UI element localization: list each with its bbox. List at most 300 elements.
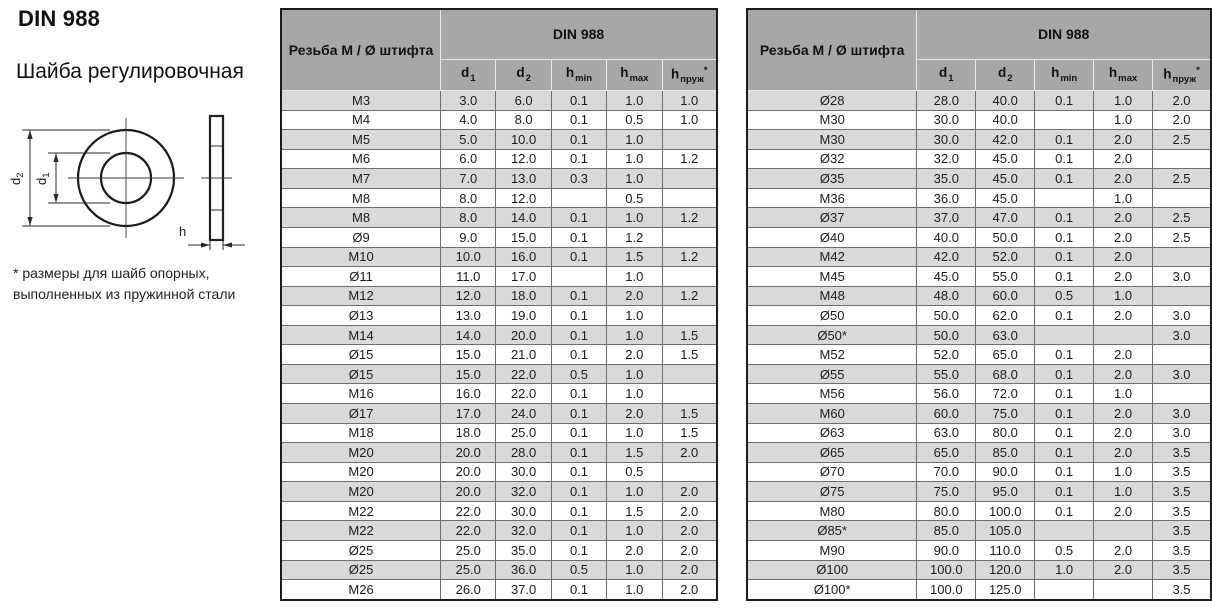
- value-cell: 0.1: [1035, 482, 1094, 502]
- value-cell: 72.0: [976, 384, 1035, 404]
- value-cell: [662, 130, 717, 150]
- size-cell: M8: [281, 208, 441, 228]
- value-cell: 56.0: [917, 384, 976, 404]
- value-cell: 3.5: [1153, 560, 1211, 580]
- value-cell: 30.0: [917, 110, 976, 130]
- value-cell: 2.0: [662, 580, 717, 600]
- size-cell: M90: [747, 540, 917, 560]
- size-cell: M8: [281, 188, 441, 208]
- value-cell: 5.0: [441, 130, 496, 150]
- value-cell: 36.0: [917, 188, 976, 208]
- table-row: [747, 325, 1211, 345]
- value-cell: 35.0: [917, 169, 976, 189]
- table-row: [747, 227, 1211, 247]
- value-cell: 85.0: [917, 521, 976, 541]
- value-cell: 0.1: [1035, 501, 1094, 521]
- value-cell: 32.0: [917, 149, 976, 169]
- table-row: [281, 188, 717, 208]
- value-cell: 0.1: [551, 423, 606, 443]
- table-row: [747, 188, 1211, 208]
- size-cell: Ø100*: [747, 580, 917, 600]
- value-cell: 0.1: [1035, 91, 1094, 111]
- value-cell: 2.0: [1094, 364, 1153, 384]
- value-cell: 0.5: [1035, 286, 1094, 306]
- value-cell: 40.0: [976, 110, 1035, 130]
- value-cell: 25.0: [441, 560, 496, 580]
- value-cell: 3.5: [1153, 540, 1211, 560]
- value-cell: 9.0: [441, 227, 496, 247]
- table-row: [747, 208, 1211, 228]
- value-cell: 2.0: [1094, 501, 1153, 521]
- value-cell: 42.0: [917, 247, 976, 267]
- table-row: [281, 560, 717, 580]
- value-cell: 65.0: [917, 443, 976, 463]
- value-cell: 22.0: [441, 521, 496, 541]
- value-cell: 0.1: [551, 404, 606, 424]
- value-cell: 13.0: [441, 306, 496, 326]
- value-cell: 1.0: [607, 423, 662, 443]
- value-cell: 70.0: [917, 462, 976, 482]
- value-cell: 2.0: [607, 540, 662, 560]
- sub-header-h-min: $h_{min}$: [1035, 59, 1094, 90]
- table-row: [281, 540, 717, 560]
- size-cell: Ø100: [747, 560, 917, 580]
- value-cell: 30.0: [917, 130, 976, 150]
- value-cell: 1.5: [607, 501, 662, 521]
- value-cell: 55.0: [917, 364, 976, 384]
- value-cell: 0.1: [551, 130, 606, 150]
- value-cell: 3.0: [1153, 325, 1211, 345]
- value-cell: 2.0: [1094, 130, 1153, 150]
- size-cell: M20: [281, 462, 441, 482]
- size-cell: M30: [747, 110, 917, 130]
- table-row: [281, 247, 717, 267]
- value-cell: 0.1: [1035, 443, 1094, 463]
- value-cell: 18.0: [496, 286, 551, 306]
- value-cell: 2.5: [1153, 208, 1211, 228]
- value-cell: 37.0: [496, 580, 551, 600]
- table-row: [281, 91, 717, 111]
- value-cell: 2.0: [1094, 540, 1153, 560]
- value-cell: 8.0: [496, 110, 551, 130]
- value-cell: 1.0: [607, 482, 662, 502]
- value-cell: 8.0: [441, 188, 496, 208]
- value-cell: 3.0: [1153, 306, 1211, 326]
- value-cell: [662, 267, 717, 287]
- value-cell: 80.0: [917, 501, 976, 521]
- value-cell: 1.2: [662, 286, 717, 306]
- value-cell: 3.5: [1153, 580, 1211, 600]
- value-cell: 1.0: [1094, 286, 1153, 306]
- value-cell: 1.5: [662, 325, 717, 345]
- value-cell: 0.1: [1035, 404, 1094, 424]
- value-cell: 1.5: [662, 345, 717, 365]
- value-cell: 2.0: [662, 482, 717, 502]
- value-cell: 105.0: [976, 521, 1035, 541]
- value-cell: 16.0: [496, 247, 551, 267]
- value-cell: 22.0: [496, 384, 551, 404]
- value-cell: 0.5: [551, 560, 606, 580]
- info-panel: [0, 0, 278, 609]
- size-cell: Ø50*: [747, 325, 917, 345]
- value-cell: 40.0: [917, 227, 976, 247]
- value-cell: [662, 227, 717, 247]
- value-cell: 65.0: [976, 345, 1035, 365]
- sub-header-d1: $d_1$: [441, 59, 496, 90]
- value-cell: 100.0: [917, 580, 976, 600]
- dimension-h: [179, 224, 245, 250]
- value-cell: 10.0: [441, 247, 496, 267]
- value-cell: 20.0: [441, 482, 496, 502]
- size-cell: M36: [747, 188, 917, 208]
- table-row: [281, 325, 717, 345]
- value-cell: 26.0: [441, 580, 496, 600]
- size-cell: Ø9: [281, 227, 441, 247]
- size-cell: Ø50: [747, 306, 917, 326]
- table-row: [747, 130, 1211, 150]
- value-cell: 50.0: [917, 325, 976, 345]
- size-cell: Ø40: [747, 227, 917, 247]
- value-cell: 2.0: [1094, 149, 1153, 169]
- table-row: [747, 560, 1211, 580]
- value-cell: 19.0: [496, 306, 551, 326]
- table-row: [747, 443, 1211, 463]
- value-cell: 90.0: [917, 540, 976, 560]
- value-cell: 1.0: [1094, 482, 1153, 502]
- value-cell: 3.5: [1153, 462, 1211, 482]
- size-cell: M18: [281, 423, 441, 443]
- value-cell: 22.0: [496, 364, 551, 384]
- value-cell: 25.0: [496, 423, 551, 443]
- value-cell: 85.0: [976, 443, 1035, 463]
- value-cell: [1153, 286, 1211, 306]
- value-cell: 2.0: [1094, 404, 1153, 424]
- value-cell: [551, 188, 606, 208]
- size-cell: Ø65: [747, 443, 917, 463]
- value-cell: [1153, 345, 1211, 365]
- value-cell: 3.0: [1153, 423, 1211, 443]
- value-cell: 3.5: [1153, 482, 1211, 502]
- value-cell: 45.0: [976, 149, 1035, 169]
- spring-steel-footnote: [13, 263, 271, 305]
- value-cell: 18.0: [441, 423, 496, 443]
- sub-header-h-spring: $h_{пруж}^*$: [1153, 59, 1211, 90]
- value-cell: 11.0: [441, 267, 496, 287]
- column-header-thread-size: Резьба М / Ø штифта: [281, 9, 441, 91]
- sub-header-h-max: $h_{max}$: [607, 59, 662, 90]
- value-cell: 1.0: [607, 130, 662, 150]
- value-cell: 30.0: [496, 501, 551, 521]
- value-cell: 2.0: [662, 521, 717, 541]
- value-cell: 0.1: [551, 91, 606, 111]
- value-cell: 6.0: [496, 91, 551, 111]
- value-cell: 0.1: [551, 540, 606, 560]
- value-cell: 6.0: [441, 149, 496, 169]
- value-cell: 1.0: [607, 384, 662, 404]
- washer-front-view: [68, 118, 187, 239]
- size-cell: Ø28: [747, 91, 917, 111]
- value-cell: 2.0: [1094, 169, 1153, 189]
- size-cell: Ø13: [281, 306, 441, 326]
- sub-header-h-min: $h_{min}$: [551, 59, 606, 90]
- value-cell: [662, 169, 717, 189]
- table-row: [281, 169, 717, 189]
- size-cell: Ø37: [747, 208, 917, 228]
- value-cell: 14.0: [441, 325, 496, 345]
- table-row: [747, 345, 1211, 365]
- value-cell: [1035, 188, 1094, 208]
- size-cell: M26: [281, 580, 441, 600]
- value-cell: 0.5: [607, 188, 662, 208]
- label-d1: $d_1$: [34, 172, 52, 185]
- value-cell: 1.2: [662, 247, 717, 267]
- value-cell: 1.0: [607, 560, 662, 580]
- value-cell: 3.0: [1153, 364, 1211, 384]
- table-row: [281, 227, 717, 247]
- value-cell: 28.0: [496, 443, 551, 463]
- table-row: [281, 208, 717, 228]
- value-cell: 15.0: [496, 227, 551, 247]
- value-cell: [1035, 325, 1094, 345]
- value-cell: 12.0: [496, 188, 551, 208]
- size-cell: Ø17: [281, 404, 441, 424]
- value-cell: 45.0: [976, 188, 1035, 208]
- value-cell: 21.0: [496, 345, 551, 365]
- value-cell: 12.0: [496, 149, 551, 169]
- table-row: [281, 462, 717, 482]
- value-cell: 48.0: [917, 286, 976, 306]
- size-cell: Ø85*: [747, 521, 917, 541]
- size-cell: M20: [281, 482, 441, 502]
- value-cell: 35.0: [496, 540, 551, 560]
- value-cell: 14.0: [496, 208, 551, 228]
- sub-header-h-max: $h_{max}$: [1094, 59, 1153, 90]
- value-cell: 0.1: [1035, 227, 1094, 247]
- value-cell: 95.0: [976, 482, 1035, 502]
- value-cell: 25.0: [441, 540, 496, 560]
- size-cell: M42: [747, 247, 917, 267]
- value-cell: 63.0: [917, 423, 976, 443]
- value-cell: 0.1: [1035, 462, 1094, 482]
- value-cell: 2.5: [1153, 169, 1211, 189]
- value-cell: 20.0: [441, 443, 496, 463]
- value-cell: 2.0: [1094, 345, 1153, 365]
- table-row: [747, 364, 1211, 384]
- value-cell: 52.0: [917, 345, 976, 365]
- value-cell: [1153, 384, 1211, 404]
- value-cell: 80.0: [976, 423, 1035, 443]
- value-cell: 2.0: [607, 404, 662, 424]
- washer-side-view: [201, 116, 232, 240]
- value-cell: [1094, 521, 1153, 541]
- value-cell: 2.0: [662, 443, 717, 463]
- value-cell: 100.0: [917, 560, 976, 580]
- washer-technical-drawing: [6, 103, 258, 255]
- label-d2: $d_2$: [8, 172, 26, 185]
- size-cell: M14: [281, 325, 441, 345]
- value-cell: 47.0: [976, 208, 1035, 228]
- size-cell: M30: [747, 130, 917, 150]
- value-cell: 42.0: [976, 130, 1035, 150]
- value-cell: 2.0: [1094, 267, 1153, 287]
- value-cell: [662, 462, 717, 482]
- size-cell: M16: [281, 384, 441, 404]
- table-row: [747, 482, 1211, 502]
- value-cell: 0.1: [551, 110, 606, 130]
- table-row: [281, 364, 717, 384]
- table-row: [281, 501, 717, 521]
- value-cell: 1.2: [607, 227, 662, 247]
- value-cell: 3.0: [1153, 404, 1211, 424]
- value-cell: 75.0: [976, 404, 1035, 424]
- value-cell: 2.5: [1153, 227, 1211, 247]
- value-cell: 2.0: [662, 540, 717, 560]
- size-cell: M5: [281, 130, 441, 150]
- value-cell: 0.1: [1035, 149, 1094, 169]
- size-cell: M7: [281, 169, 441, 189]
- value-cell: 2.0: [1094, 306, 1153, 326]
- value-cell: 15.0: [441, 345, 496, 365]
- value-cell: 100.0: [976, 501, 1035, 521]
- value-cell: 2.0: [1094, 247, 1153, 267]
- size-cell: M22: [281, 521, 441, 541]
- table-row: [281, 482, 717, 502]
- value-cell: 1.0: [662, 110, 717, 130]
- value-cell: 3.5: [1153, 501, 1211, 521]
- value-cell: 1.0: [662, 91, 717, 111]
- value-cell: 20.0: [441, 462, 496, 482]
- table-row: [281, 345, 717, 365]
- size-cell: Ø15: [281, 364, 441, 384]
- value-cell: 2.0: [1094, 423, 1153, 443]
- din988-table-large-sizes: [746, 8, 1212, 601]
- value-cell: 1.0: [607, 521, 662, 541]
- label-h: h: [179, 224, 187, 239]
- value-cell: 2.0: [1094, 208, 1153, 228]
- size-cell: M3: [281, 91, 441, 111]
- value-cell: 50.0: [917, 306, 976, 326]
- value-cell: 0.5: [607, 462, 662, 482]
- table-row: [281, 404, 717, 424]
- value-cell: 0.1: [1035, 423, 1094, 443]
- table-row: [747, 110, 1211, 130]
- sub-header-d2: $d_2$: [496, 59, 551, 90]
- value-cell: 2.0: [607, 345, 662, 365]
- size-cell: M12: [281, 286, 441, 306]
- value-cell: 0.1: [551, 208, 606, 228]
- table-row: [747, 404, 1211, 424]
- table-row: [747, 580, 1211, 600]
- value-cell: 125.0: [976, 580, 1035, 600]
- value-cell: 0.1: [1035, 345, 1094, 365]
- value-cell: 7.0: [441, 169, 496, 189]
- value-cell: 1.0: [607, 91, 662, 111]
- value-cell: [1035, 110, 1094, 130]
- value-cell: 1.0: [607, 580, 662, 600]
- value-cell: 2.0: [662, 501, 717, 521]
- value-cell: 0.1: [551, 345, 606, 365]
- value-cell: 3.5: [1153, 443, 1211, 463]
- size-cell: M4: [281, 110, 441, 130]
- size-cell: Ø63: [747, 423, 917, 443]
- size-cell: Ø70: [747, 462, 917, 482]
- value-cell: 0.1: [551, 462, 606, 482]
- table-row: [281, 130, 717, 150]
- value-cell: 1.0: [1094, 91, 1153, 111]
- value-cell: [1035, 580, 1094, 600]
- value-cell: 1.2: [662, 149, 717, 169]
- value-cell: [1094, 325, 1153, 345]
- sub-header-h-spring: $h_{пруж}^*$: [662, 59, 717, 90]
- value-cell: 68.0: [976, 364, 1035, 384]
- value-cell: 0.1: [1035, 306, 1094, 326]
- value-cell: 60.0: [976, 286, 1035, 306]
- value-cell: 28.0: [917, 91, 976, 111]
- value-cell: 55.0: [976, 267, 1035, 287]
- size-cell: Ø11: [281, 267, 441, 287]
- size-cell: M22: [281, 501, 441, 521]
- table-row: [747, 286, 1211, 306]
- value-cell: 90.0: [976, 462, 1035, 482]
- table-row: [747, 247, 1211, 267]
- value-cell: 0.5: [1035, 540, 1094, 560]
- value-cell: 12.0: [441, 286, 496, 306]
- value-cell: 8.0: [441, 208, 496, 228]
- table-row: [747, 462, 1211, 482]
- value-cell: 0.1: [551, 482, 606, 502]
- size-cell: Ø25: [281, 540, 441, 560]
- value-cell: 0.1: [1035, 130, 1094, 150]
- table-row: [747, 91, 1211, 111]
- value-cell: 16.0: [441, 384, 496, 404]
- table-row: [747, 540, 1211, 560]
- value-cell: 17.0: [496, 267, 551, 287]
- value-cell: 2.0: [1094, 443, 1153, 463]
- value-cell: 2.0: [1153, 91, 1211, 111]
- value-cell: 0.1: [1035, 208, 1094, 228]
- value-cell: 1.5: [607, 443, 662, 463]
- value-cell: [1035, 521, 1094, 541]
- value-cell: 0.1: [551, 325, 606, 345]
- value-cell: [662, 384, 717, 404]
- value-cell: 1.0: [607, 169, 662, 189]
- table-row: [281, 580, 717, 600]
- value-cell: 0.1: [1035, 169, 1094, 189]
- value-cell: 1.0: [607, 325, 662, 345]
- value-cell: 10.0: [496, 130, 551, 150]
- table-row: [747, 149, 1211, 169]
- value-cell: 1.0: [607, 306, 662, 326]
- value-cell: 0.5: [607, 110, 662, 130]
- value-cell: 50.0: [976, 227, 1035, 247]
- group-header-din988: DIN 988: [441, 9, 717, 59]
- table-row: [281, 306, 717, 326]
- value-cell: 3.5: [1153, 521, 1211, 541]
- value-cell: [662, 306, 717, 326]
- value-cell: [662, 364, 717, 384]
- value-cell: 52.0: [976, 247, 1035, 267]
- table-row: [281, 149, 717, 169]
- table-row: [747, 267, 1211, 287]
- value-cell: 2.0: [607, 286, 662, 306]
- value-cell: 1.5: [607, 247, 662, 267]
- value-cell: 0.1: [1035, 267, 1094, 287]
- table-row: [281, 443, 717, 463]
- value-cell: 1.0: [607, 267, 662, 287]
- value-cell: 0.1: [551, 443, 606, 463]
- value-cell: 2.0: [1094, 227, 1153, 247]
- value-cell: 0.1: [551, 227, 606, 247]
